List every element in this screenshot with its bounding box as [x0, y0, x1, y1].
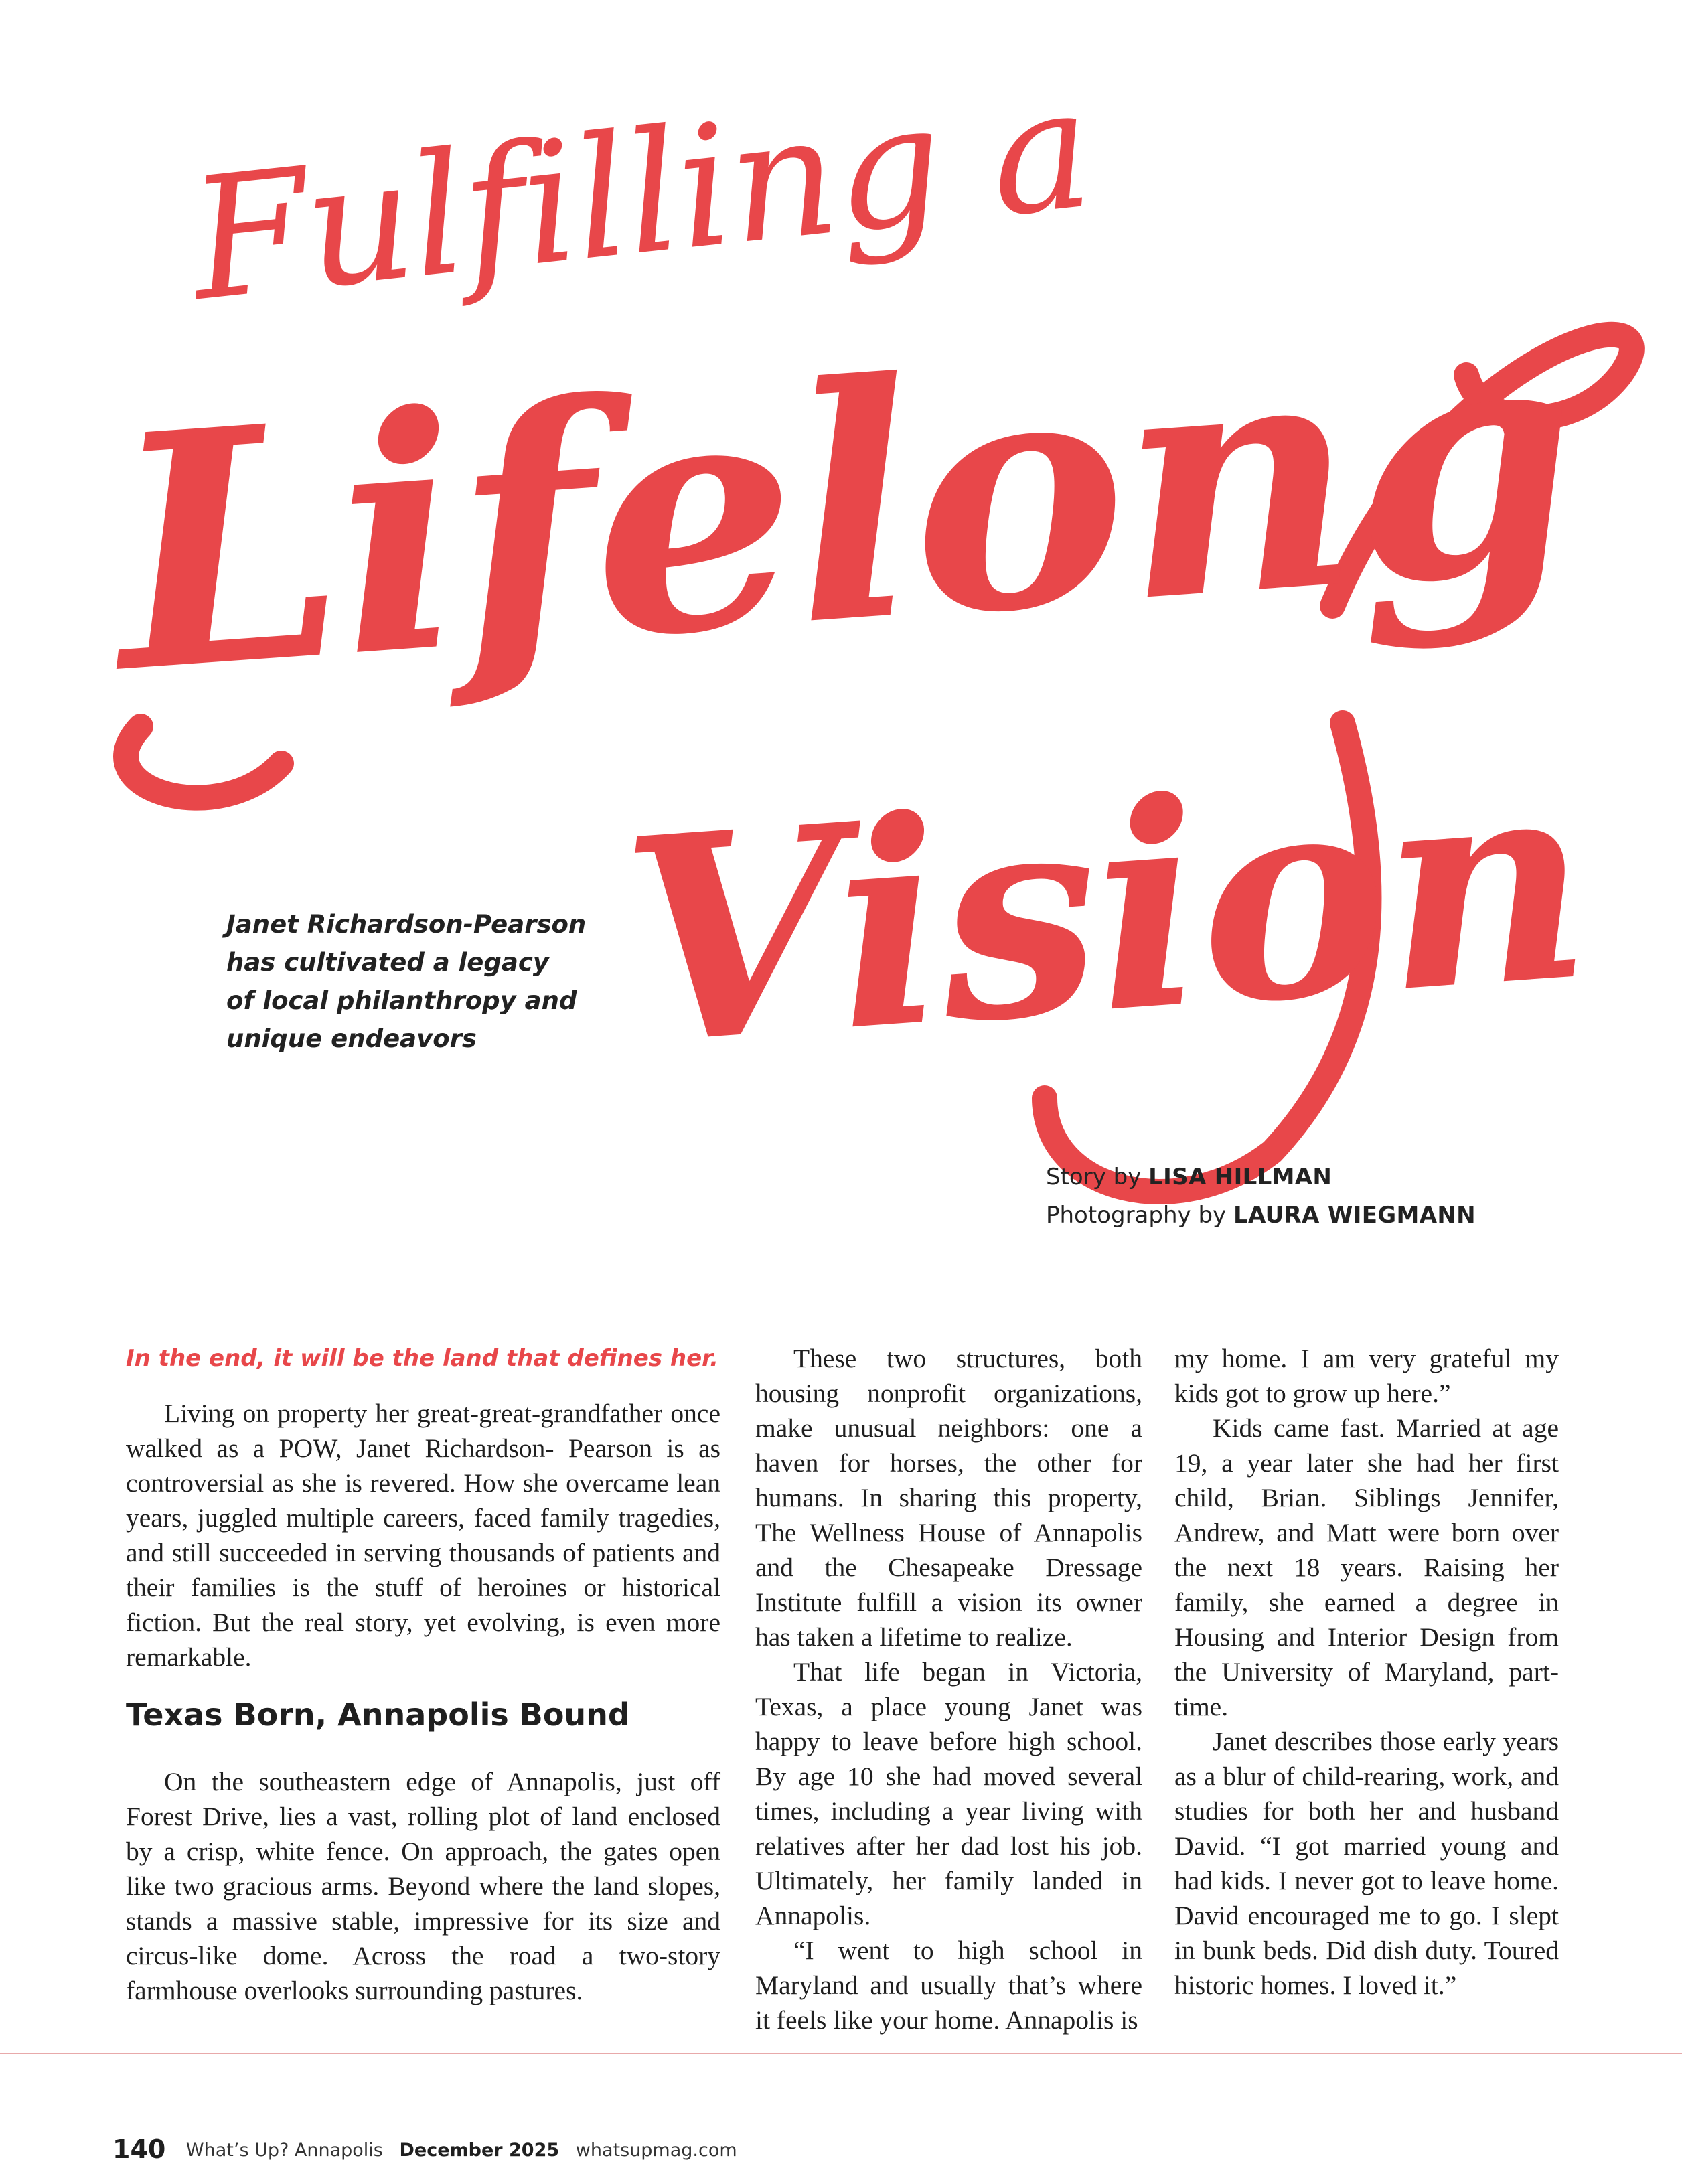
- title-line-3: Vision: [615, 712, 1596, 1109]
- footer-divider: [0, 2053, 1682, 2054]
- page-footer: [112, 2134, 737, 2164]
- article-deck: [226, 905, 655, 1058]
- title-line-1: Fulfilling a: [181, 50, 1099, 338]
- article-column-2: [755, 1341, 1142, 2037]
- magazine-name: What’s Up? Annapolis: [185, 2140, 383, 2161]
- photo-credit: [1046, 1196, 1476, 1235]
- article-paragraph: That life began in Victoria, Texas, a place young Janet was happy to leave before high school. By age 10 she had moved several times, including a year living with relatives after her dad lost his job. Ultimately, her family landed in Annapolis.: [755, 1657, 1142, 1930]
- article-lead: In the end, it will be the land that defines her.: [126, 1345, 719, 1372]
- article-credits: [1046, 1158, 1476, 1235]
- story-credit-label: Story by: [1046, 1164, 1142, 1190]
- deck-line: has cultivated a legacy: [226, 948, 549, 977]
- issue-date: December 2025: [399, 2140, 560, 2161]
- article-subhead: Texas Born, Annapolis Bound: [126, 1697, 630, 1733]
- story-credit-name: LISA HILLMAN: [1148, 1164, 1332, 1190]
- magazine-url: whatsupmag.com: [575, 2140, 737, 2161]
- article-paragraph: These two structures, both housing nonprofit organizations, make unusual neighbors: one a haven for horses, the other for humans. In sharing this property, The Wellness House of Annapolis and the Chesapeake Dressage Institute fulfill a vision its owner has taken a lifetime to realize.: [755, 1344, 1142, 1652]
- article-paragraph: my home. I am very grateful my kids got to grow up here.”: [1174, 1344, 1559, 1408]
- article-paragraph: Living on property her great-great-grandfather once walked as a POW, Janet Richardson- Pearson is as controversial as she is revered. How she overcame lean years, juggled multiple careers, faced family tragedies, and still succeeded in serving thousands of patients and their families is the stuff of heroines or historical fiction. But the real story, yet evolving, is even more remarkable.: [126, 1399, 720, 1672]
- story-credit: [1046, 1158, 1476, 1196]
- photo-credit-label: Photography by: [1046, 1202, 1227, 1229]
- photo-credit-name: LAURA WIEGMANN: [1233, 1202, 1476, 1229]
- article-paragraph: “I went to high school in Maryland and usually that’s where it feels like your home. Annapolis is: [755, 1936, 1142, 2035]
- article-column-1: [126, 1341, 720, 2008]
- deck-line: Janet Richardson-Pearson: [226, 910, 587, 939]
- title-line-2: Lifelong: [102, 266, 1586, 745]
- article-paragraph: On the southeastern edge of Annapolis, just off Forest Drive, lies a vast, rolling plot of land enclosed by a crisp, white fence. On approach, the gates open like two gracious arms. Beyond where the land slopes, stands a massive stable, impressive for its size and circus-like dome. Across the road a two-story farmhouse overlooks surrounding pastures.: [126, 1767, 720, 2005]
- article-column-3: [1174, 1341, 1559, 2003]
- article-paragraph: Kids came fast. Married at age 19, a year later she had her first child, Brian. Siblings Jennifer, Andrew, and Matt were born over the next 18 years. Raising her family, she earned a degree in Housing and Interior Design from the University of Maryland, part-time.: [1174, 1413, 1559, 1721]
- deck-line: of local philanthropy and: [226, 986, 577, 1015]
- article-paragraph: Janet describes those early years as a blur of child-rearing, work, and studies for both her and husband David. “I got married young and had kids. I never got to leave home. David encouraged me to go. I slept in bunk beds. Did dish duty. Toured historic homes. I loved it.”: [1174, 1727, 1559, 2000]
- page-number: 140: [112, 2134, 166, 2164]
- deck-line: unique endeavors: [226, 1024, 477, 1053]
